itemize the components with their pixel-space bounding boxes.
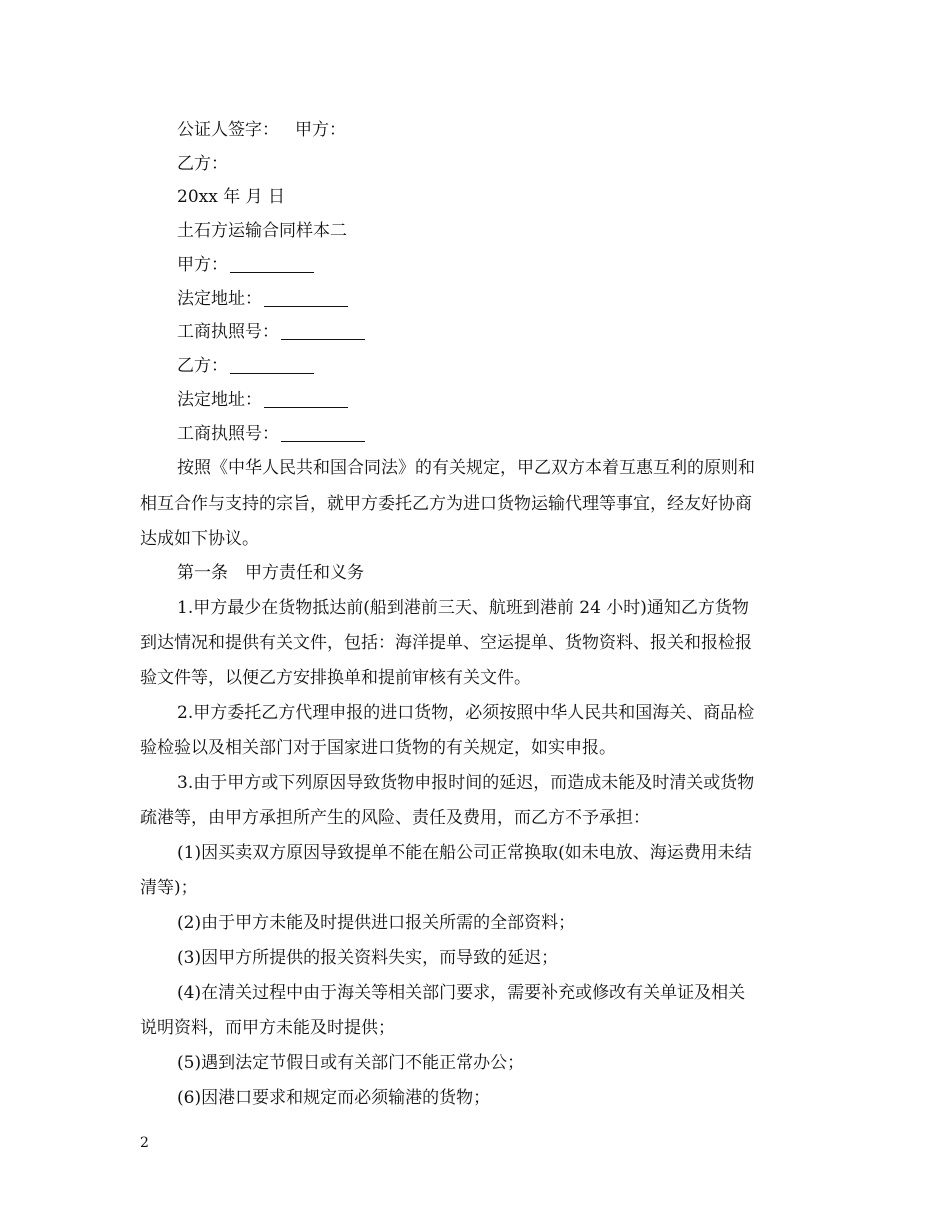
party-a-license-label: 工商执照号： [177, 322, 279, 342]
article-heading: 第一条 甲方责任和义务 [177, 563, 364, 583]
party-a-address-field [177, 287, 348, 311]
party-b-blank [230, 357, 314, 374]
intro-paragraph-line: 按照《中华人民共和国合同法》的有关规定，甲乙双方本着互惠互利的原则和 [177, 458, 755, 478]
signature-date: 20xx 年 月 日 [177, 187, 286, 207]
party-a-address-label: 法定地址： [177, 289, 262, 309]
list-item-line: 说明资料，而甲方未能及时提供； [140, 1018, 395, 1038]
notary-signature-label: 公证人签字： [177, 120, 279, 140]
clause-line: 验检验以及相关部门对于国家进口货物的有关规定，如实申报。 [140, 738, 616, 758]
clause-line: 2.甲方委托乙方代理申报的进口货物，必须按照中华人民共和国海关、商品检 [177, 703, 755, 723]
party-b-address-blank [264, 391, 348, 408]
party-b-signature-label: 乙方： [177, 154, 228, 174]
list-item-line: (1)因买卖双方原因导致提单不能在船公司正常换取(如未电放、海运费用未结 [177, 843, 752, 863]
page-number: 2 [140, 1135, 149, 1151]
sample-title: 土石方运输合同样本二 [177, 221, 347, 241]
intro-paragraph-line: 相互合作与支持的宗旨，就甲方委托乙方为进口货物运输代理等事宜，经友好协商 [140, 494, 752, 514]
clause-line: 到达情况和提供有关文件，包括：海洋提单、空运提单、货物资料、报关和报检报 [140, 633, 752, 653]
signature-line [177, 118, 346, 142]
party-a-blank [230, 256, 314, 273]
party-b-license-field [177, 422, 365, 446]
party-a-license-field [177, 320, 365, 344]
party-b-license-blank [281, 425, 365, 442]
clause-line: 疏港等，由甲方承担所产生的风险、责任及费用，而乙方不予承担： [140, 808, 650, 828]
party-b-label: 乙方： [177, 356, 228, 376]
party-a-license-blank [281, 323, 365, 340]
intro-paragraph-line: 达成如下协议。 [140, 529, 259, 549]
party-a-field [177, 253, 314, 277]
party-b-address-field [177, 388, 348, 412]
party-b-license-label: 工商执照号： [177, 424, 279, 444]
clause-line: 3.由于甲方或下列原因导致货物申报时间的延迟，而造成未能及时清关或货物 [177, 773, 755, 793]
clause-line: 验文件等，以便乙方安排换单和提前审核有关文件。 [140, 668, 531, 688]
list-item-line: (4)在清关过程中由于海关等相关部门要求，需要补充或修改有关单证及相关 [177, 983, 746, 1003]
party-a-label: 甲方： [177, 255, 228, 275]
party-a-signature-label: 甲方： [295, 120, 346, 140]
list-item-line: (6)因港口要求和规定而必须输港的货物； [177, 1088, 491, 1108]
list-item-line: (2)由于甲方未能及时提供进口报关所需的全部资料； [177, 913, 576, 933]
list-item-line: 清等)； [140, 878, 198, 898]
list-item-line: (5)遇到法定节假日或有关部门不能正常办公； [177, 1053, 525, 1073]
party-a-address-blank [264, 290, 348, 307]
party-b-field [177, 354, 314, 378]
clause-line: 1.甲方最少在货物抵达前(船到港前三天、航班到港前 24 小时)通知乙方货物 [177, 598, 749, 618]
list-item-line: (3)因甲方所提供的报关资料失实，而导致的延迟； [177, 948, 559, 968]
party-b-address-label: 法定地址： [177, 390, 262, 410]
